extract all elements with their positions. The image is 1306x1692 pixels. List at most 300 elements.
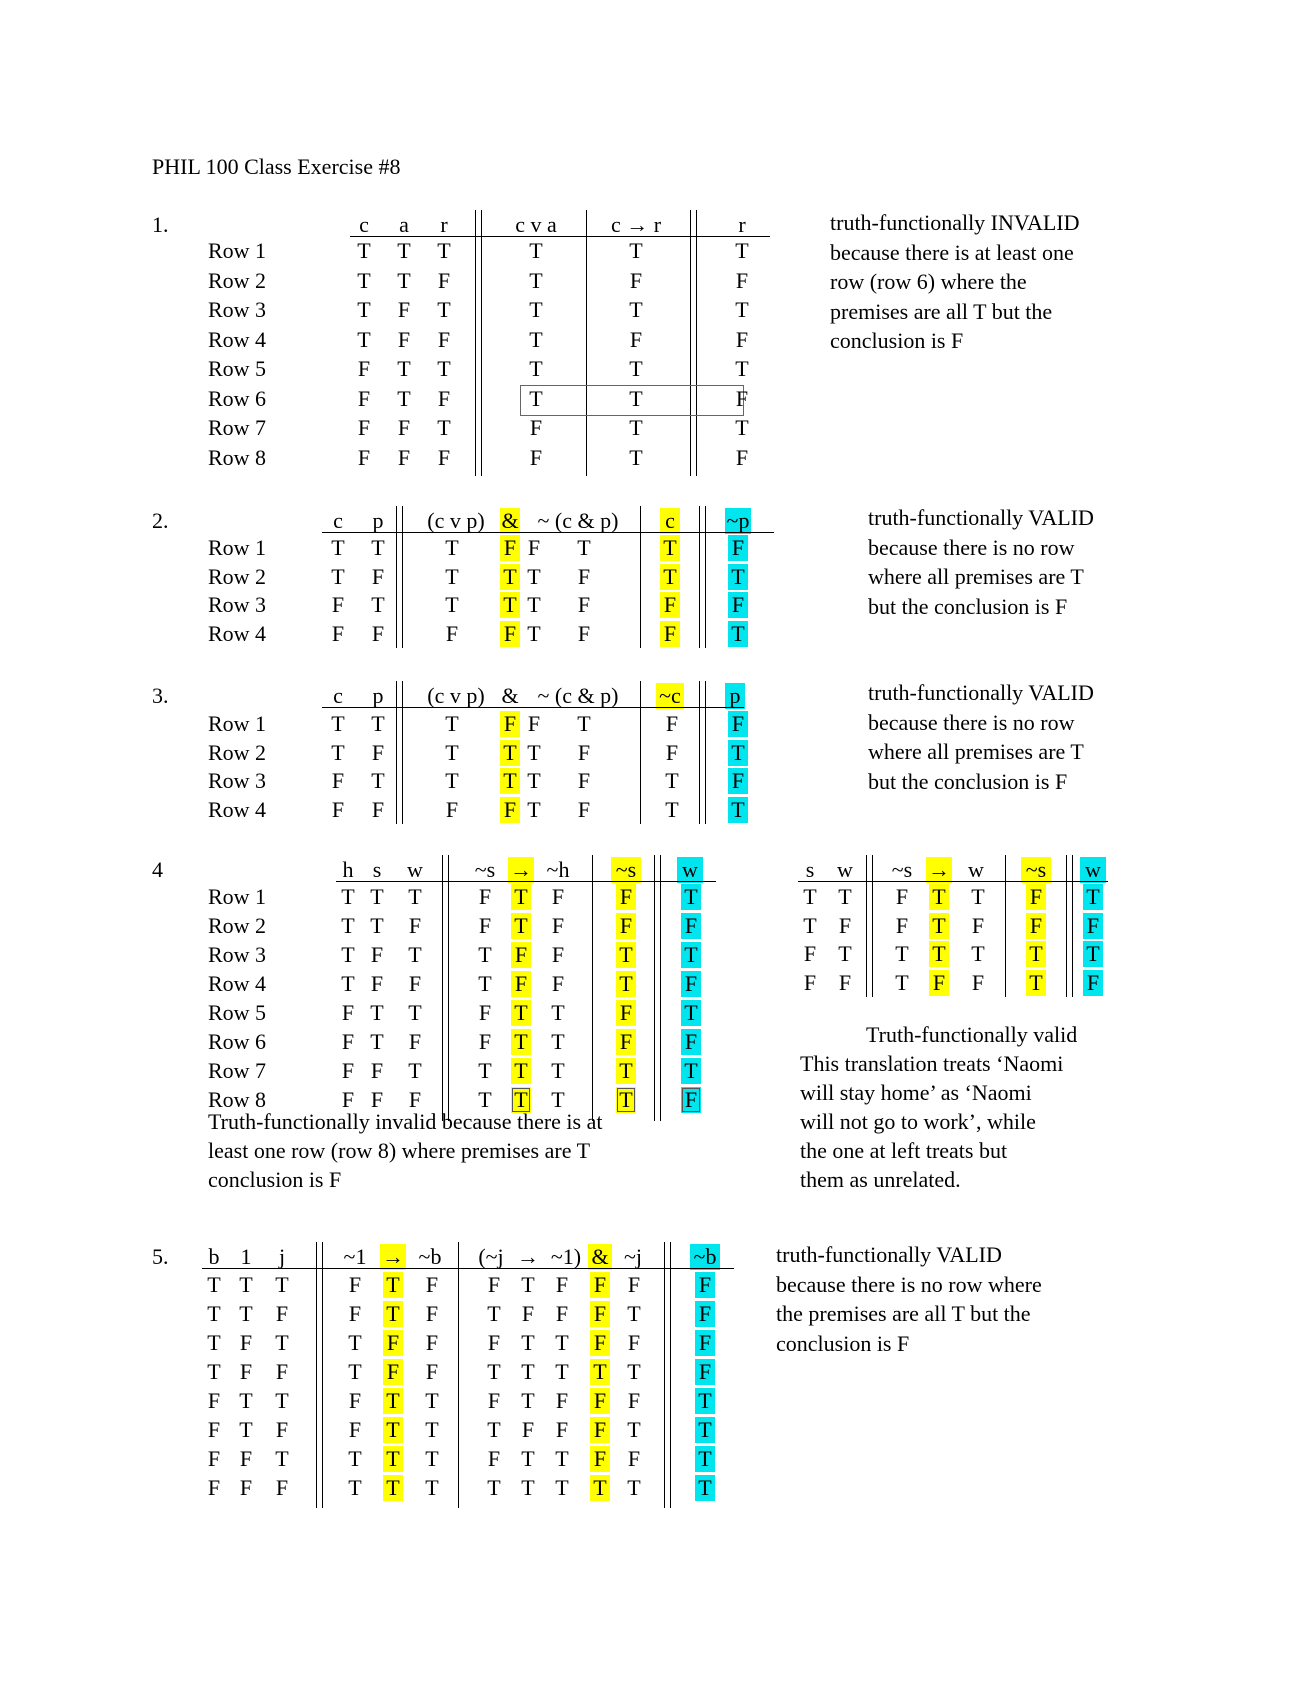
truth-value-cell: T [1083,941,1103,967]
row-label: Row 2 [208,563,267,589]
column-header: 1 [240,1244,252,1269]
truth-value-cell: F [590,1417,610,1443]
truth-value-cell: T [275,1446,289,1471]
truth-value-cell: F [616,884,636,910]
truth-value-cell: T [275,1330,289,1355]
column-header: ~ (c & p) [537,508,619,533]
column-header: & [588,1244,612,1270]
truth-value-cell: F [370,1058,384,1083]
truth-value-cell: T [527,796,541,822]
truth-value-cell: T [627,1417,641,1442]
truth-value-cell: F [577,563,591,589]
truth-value-cell: T [577,711,591,736]
truth-value-cell: F [629,326,643,352]
exercise-2-note [868,503,1094,621]
column-header: & [501,508,519,533]
note-line: where all premises are T [868,739,1084,764]
truth-value-cell: F [239,1475,253,1500]
row-label: Row 7 [208,415,267,440]
truth-value-cell: F [527,535,541,560]
column-divider [705,506,706,648]
row-label: Row 5 [208,356,267,381]
truth-value-cell: F [370,942,384,967]
column-header: ~s [474,857,496,882]
row-label: Row 3 [208,297,267,322]
truth-value-cell: T [895,941,909,966]
truth-value-cell: T [357,267,371,293]
column-header: r [738,212,746,237]
truth-value-cell: F [527,711,541,736]
truth-value-cell: F [616,1029,636,1055]
truth-value-cell: F [728,768,748,794]
truth-value-cell: F [590,1330,610,1356]
truth-value-cell: F [590,1272,610,1298]
truth-value-cell: F [971,912,985,938]
column-header: ~1) [550,1244,582,1269]
header-rule [202,1268,734,1269]
row-label: Row 4 [208,971,267,996]
truth-value-cell: F [357,385,371,411]
truth-value-cell: T [478,1058,492,1083]
truth-value-cell: T [331,535,345,560]
row-label: Row 5 [208,1000,267,1025]
truth-value-cell: T [929,913,949,939]
column-header: (c v p) [427,683,485,708]
note-line: the one at left treats but [800,1138,1008,1163]
column-divider [1005,855,1006,997]
truth-value-cell: F [357,444,371,470]
truth-value-cell: T [331,739,345,765]
truth-value-cell: T [529,385,543,411]
truth-value-cell: T [478,942,492,967]
row-label: Row 2 [208,267,267,293]
truth-value-cell: F [929,970,949,996]
truth-value-cell: F [627,1446,641,1471]
column-header: a [399,212,409,237]
note-line: conclusion is F [208,1167,342,1192]
truth-value-cell: T [437,415,451,440]
column-header: r [440,212,448,237]
column-divider [481,210,482,476]
truth-value-cell: F [437,326,451,352]
column-header: → [928,857,950,882]
row-label: Row 2 [208,913,267,938]
note-line: will stay home’ as ‘Naomi [800,1080,1032,1105]
truth-value-cell: F [695,1301,715,1327]
truth-value-cell: F [478,1029,492,1054]
truth-value-cell: T [555,1446,569,1471]
column-divider [699,681,700,824]
truth-value-cell: T [1026,970,1046,996]
note-line: where all premises are T [868,564,1084,589]
truth-value-cell: T [971,941,985,966]
truth-value-cell: F [616,1000,636,1026]
header-rule [322,707,744,708]
truth-value-cell: T [629,444,643,470]
truth-value-cell: T [527,768,541,793]
row-label: Row 8 [208,444,267,470]
header-rule [336,881,716,882]
truth-value-cell: T [895,969,909,995]
truth-value-cell: T [527,563,541,589]
truth-value-cell: F [348,1417,362,1442]
truth-value-cell: T [341,942,355,967]
note-line: least one row (row 8) where premises are T [208,1138,591,1163]
truth-value-cell: T [341,884,355,909]
row-label: Row 1 [208,711,267,736]
truth-value-cell: T [735,415,749,440]
truth-value-cell: F [397,297,411,322]
truth-value-cell: F [803,969,817,995]
truth-value-cell: T [555,1330,569,1355]
truth-value-cell: T [383,1388,403,1414]
truth-value-cell: F [331,768,345,793]
truth-value-cell: T [370,1000,384,1025]
column-header: → [382,1244,404,1269]
truth-value-cell: F [397,444,411,470]
truth-value-cell: T [370,1029,384,1054]
truth-value-cell: T [207,1272,221,1297]
exercise-4-alt-note [800,1020,1077,1194]
column-header: (~j [478,1244,504,1269]
truth-value-cell: F [331,796,345,822]
column-header: c v a [515,212,557,237]
note-line: but the conclusion is F [868,593,1068,619]
truth-value-cell: F [1026,913,1046,939]
exercise-4-note [208,1107,602,1194]
column-header: (c v p) [427,508,485,533]
column-divider [396,506,397,648]
row-label: Row 1 [208,238,267,263]
truth-value-cell: F [551,884,565,909]
truth-value-cell: F [521,1417,535,1442]
column-header: ~s [891,857,913,882]
truth-value-cell: T [341,971,355,996]
truth-value-cell: F [275,1359,289,1384]
truth-value-cell: T [511,1058,531,1084]
truth-value-cell: T [527,739,541,765]
column-divider [660,855,661,1121]
truth-value-cell: T [445,592,459,617]
truth-value-cell: T [383,1475,403,1501]
truth-value-cell: F [207,1417,221,1442]
truth-value-cell: T [371,535,385,560]
truth-value-cell: T [681,884,701,910]
truth-value-cell: T [348,1330,362,1355]
truth-value-cell: T [425,1388,439,1413]
truth-value-cell: F [371,563,385,589]
truth-value-cell: F [803,941,817,966]
truth-value-cell: T [551,1029,565,1054]
truth-value-cell: F [511,942,531,968]
truth-value-cell: F [681,1087,701,1113]
truth-value-cell: T [397,385,411,411]
column-header: s [372,857,382,882]
column-divider [322,1242,323,1508]
note-line: conclusion is F [830,328,964,353]
truth-value-cell: F [728,535,748,561]
truth-value-cell: T [437,297,451,322]
truth-value-cell: F [728,592,748,618]
truth-value-cell: F [838,912,852,938]
truth-value-cell: F [551,942,565,967]
truth-value-cell: T [437,356,451,381]
truth-value-cell: T [357,238,371,263]
truth-value-cell: T [207,1359,221,1384]
truth-value-cell: F [577,620,591,646]
note-line: them as unrelated. [800,1167,961,1192]
page-title: PHIL 100 Class Exercise #8 [152,154,401,179]
note-line: conclusion is F [776,1330,910,1356]
column-divider [458,1242,459,1508]
truth-value-cell: T [521,1446,535,1471]
truth-value-cell: T [681,1000,701,1026]
truth-value-cell: F [551,971,565,996]
truth-value-cell: F [487,1272,501,1297]
truth-value-cell: T [511,913,531,939]
column-divider [866,855,867,997]
truth-value-cell: F [500,711,520,737]
column-header: p [725,683,745,709]
note-line: truth-functionally VALID [776,1242,1002,1267]
note-line: This translation treats ‘Naomi [800,1051,1064,1076]
truth-value-cell: T [521,1330,535,1355]
column-divider [690,210,691,476]
column-header: → [510,857,532,882]
truth-value-cell: T [681,1058,701,1084]
column-header: s [805,857,815,882]
truth-value-cell: F [239,1359,253,1384]
truth-value-cell: F [348,1272,362,1297]
truth-value-cell: T [529,326,543,352]
truth-value-cell: T [445,739,459,765]
truth-value-cell: F [551,913,565,938]
truth-value-cell: T [616,942,636,968]
truth-value-cell: F [521,1301,535,1326]
truth-value-cell: T [425,1417,439,1442]
truth-value-cell: T [551,1000,565,1025]
truth-value-cell: F [437,444,451,470]
truth-value-cell: T [348,1475,362,1500]
truth-value-cell: T [425,1446,439,1471]
truth-value-cell: F [437,267,451,293]
truth-value-cell: T [331,711,345,736]
truth-value-cell: T [929,941,949,967]
truth-value-cell: F [397,326,411,352]
truth-value-cell: F [437,385,451,411]
note-line: truth-functionally INVALID [830,210,1080,235]
column-header: h [342,857,354,882]
truth-value-cell: F [735,444,749,470]
truth-value-cell: T [728,797,748,823]
truth-value-cell: F [425,1330,439,1355]
column-header: c [333,683,343,708]
truth-value-cell: F [1083,913,1103,939]
truth-value-cell: F [331,620,345,646]
truth-value-cell: T [529,238,543,263]
truth-value-cell: F [341,1087,355,1112]
row-label: Row 2 [208,739,267,765]
truth-value-cell: T [629,415,643,440]
truth-value-cell: F [275,1475,289,1500]
truth-value-cell: T [590,1359,610,1385]
truth-value-cell: F [207,1446,221,1471]
column-header: ~b [418,1244,442,1269]
row-label: Row 4 [208,326,267,352]
truth-value-cell: F [371,796,385,822]
truth-value-cell: T [551,1058,565,1083]
truth-value-cell: F [383,1359,403,1385]
truth-value-cell: F [681,913,701,939]
column-header: c [660,508,680,534]
truth-value-cell: F [735,267,749,293]
truth-value-cell: F [239,1446,253,1471]
truth-value-cell: F [275,1417,289,1442]
truth-value-cell: T [629,385,643,411]
truth-value-cell: T [521,1475,535,1500]
note-line: truth-functionally VALID [868,680,1094,705]
column-divider [402,681,403,824]
truth-value-cell: F [665,711,679,736]
truth-value-cell: F [341,1058,355,1083]
truth-value-cell: T [487,1475,501,1500]
truth-value-cell: T [383,1417,403,1443]
truth-value-cell: F [577,768,591,793]
truth-value-cell: T [527,592,541,617]
truth-value-cell: T [695,1475,715,1501]
truth-value-cell: T [348,1359,362,1384]
column-header: ~s [611,857,641,883]
column-header: w [837,857,853,882]
column-header: ~s [1021,857,1051,883]
truth-value-cell: F [500,797,520,823]
truth-value-cell: F [478,1000,492,1025]
truth-value-cell: T [529,356,543,381]
truth-value-cell: T [357,326,371,352]
truth-value-cell: F [408,971,422,996]
truth-value-cell: F [735,326,749,352]
truth-value-cell: F [681,1029,701,1055]
column-divider [402,506,403,648]
exercise-number: 4 [152,857,163,882]
truth-value-cell: F [590,1301,610,1327]
truth-value-cell: F [529,415,543,440]
truth-value-cell: F [660,621,680,647]
truth-value-cell: T [735,297,749,322]
truth-value-cell: T [521,1272,535,1297]
truth-value-cell: T [397,238,411,263]
column-divider [664,1242,665,1508]
truth-value-cell: F [408,1087,422,1112]
truth-value-cell: T [665,796,679,822]
truth-value-cell: T [408,1058,422,1083]
column-divider [448,855,449,1121]
column-header: ~b [690,1244,720,1270]
column-header: w [677,857,703,883]
truth-value-cell: F [348,1388,362,1413]
truth-value-cell: F [371,620,385,646]
truth-value-cell: F [1026,884,1046,910]
truth-value-cell: T [487,1301,501,1326]
truth-value-cell: T [370,884,384,909]
truth-value-cell: T [207,1330,221,1355]
column-divider [699,506,700,648]
truth-value-cell: F [357,356,371,381]
truth-value-cell: T [397,267,411,293]
truth-value-cell: T [838,884,852,909]
truth-value-cell: T [627,1475,641,1500]
truth-value-cell: T [527,620,541,646]
truth-value-cell: F [665,739,679,765]
truth-value-cell: T [357,297,371,322]
column-header: c → r [610,212,662,237]
truth-value-cell: T [383,1446,403,1472]
row-label: Row 8 [208,1087,267,1112]
truth-value-cell: F [695,1272,715,1298]
truth-value-cell: F [487,1388,501,1413]
truth-value-cell: F [341,1029,355,1054]
column-divider [705,681,706,824]
truth-value-cell: T [275,1388,289,1413]
truth-value-cell: F [397,415,411,440]
truth-value-cell: F [577,796,591,822]
note-line: the premises are all T but the [776,1301,1031,1326]
truth-value-cell: F [555,1272,569,1297]
column-header: p [372,683,384,708]
truth-value-cell: T [341,913,355,938]
truth-value-cell: T [239,1301,253,1326]
truth-value-cell: T [487,1359,501,1384]
truth-value-cell: T [478,971,492,996]
truth-value-cell: T [695,1446,715,1472]
truth-value-cell: F [681,971,701,997]
truth-value-cell: T [371,592,385,617]
row-label: Row 4 [208,620,267,646]
truth-value-cell: F [383,1330,403,1356]
truth-value-cell: F [408,913,422,938]
truth-value-cell: F [627,1330,641,1355]
column-divider [1072,855,1073,997]
truth-value-cell: F [1083,970,1103,996]
truth-value-cell: F [239,1330,253,1355]
truth-value-cell: F [500,621,520,647]
truth-value-cell: T [511,1087,531,1113]
truth-value-cell: T [500,564,520,590]
column-header: ~c [656,683,684,709]
truth-value-cell: T [275,1272,289,1297]
truth-value-cell: F [371,739,385,765]
column-divider [586,210,587,476]
truth-value-cell: F [838,969,852,995]
truth-value-cell: F [348,1301,362,1326]
truth-value-cell: F [425,1272,439,1297]
column-header: w [1080,857,1106,883]
truth-value-cell: T [239,1272,253,1297]
truth-value-cell: T [728,740,748,766]
truth-value-cell: F [590,1446,610,1472]
truth-value-cell: T [445,711,459,736]
column-divider [872,855,873,997]
truth-value-cell: F [695,1330,715,1356]
truth-value-cell: F [275,1301,289,1326]
note-line: row (row 6) where the [830,269,1027,294]
truth-value-cell: F [445,796,459,822]
truth-value-cell: T [728,621,748,647]
truth-value-cell: T [511,884,531,910]
column-header: j [278,1244,286,1269]
truth-value-cell: T [735,356,749,381]
row-label: Row 4 [208,796,267,822]
